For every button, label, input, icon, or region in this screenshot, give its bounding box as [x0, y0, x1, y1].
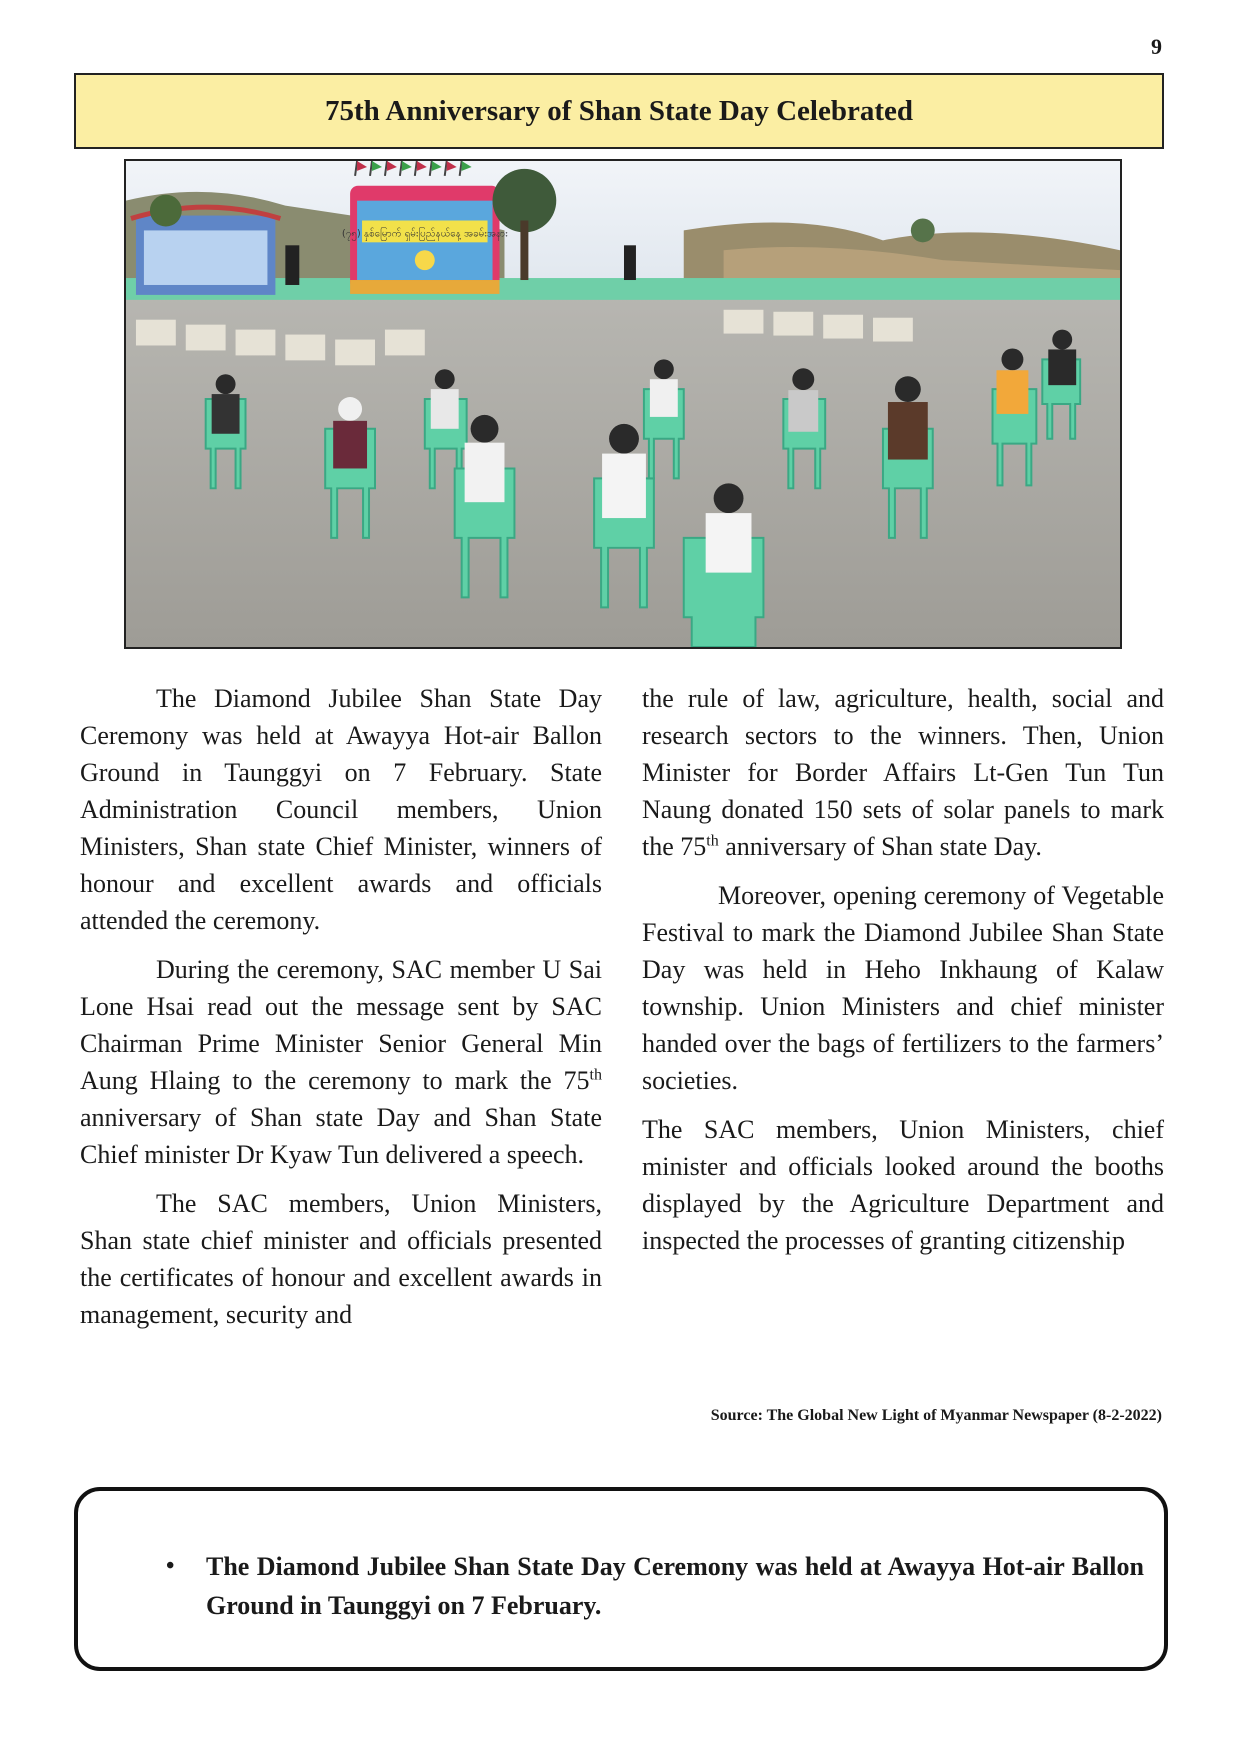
paragraph: the rule of law, agriculture, health, social and research sectors to the winners. Then, Union Minister for Border Affairs Lt-Gen Tun Tun Naung donated 150 sets of solar panels to mark the 75th anniversary of Shan state Day.: [642, 684, 1164, 861]
article-title: 75th Anniversary of Shan State Day Celebrated: [324, 94, 914, 127]
summary-item: [166, 1547, 1144, 1625]
paragraph: During the ceremony, SAC member U Sai Lone Hsai read out the message sent by SAC Chairman Prime Minister Senior General Min Aung Hlaing to the ceremony to mark the 75th anniversary of Shan state Day and Shan State Chief minister Dr Kyaw Tun delivered a speech.: [80, 955, 602, 1169]
paragraph: Moreover, opening ceremony of Vegetable Festival to mark the Diamond Jubilee Shan State Day was held in Heho Inkhaung of Kalaw township. Union Ministers and chief minister handed over the bags of fertilizers to the farmers’ societies.: [642, 881, 1164, 1095]
left-column: [80, 680, 602, 1345]
ceremony-photo: [124, 159, 1122, 649]
paragraph: The Diamond Jubilee Shan State Day Ceremony was held at Awayya Hot-air Ballon Ground in Taunggyi on 7 February. State Administration Council members, Union Ministers, Shan state Chief Minister, winners of honour and excellent awards and officials attended the ceremony.: [80, 684, 602, 935]
summary-list: [126, 1547, 1144, 1625]
page-number: 9: [1151, 34, 1162, 59]
ceremony-photo-illustration: [126, 161, 1120, 647]
source-citation: Source: The Global New Light of Myanmar Newspaper (8-2-2022): [710, 1407, 1162, 1424]
summary-text: The Diamond Jubilee Shan State Day Ceremony was held at Awayya Hot-air Ballon Ground in Taunggyi on 7 February.: [206, 1552, 1144, 1620]
summary-box: [74, 1487, 1168, 1671]
paragraph: The SAC members, Union Ministers, Shan state chief minister and officials presented the certificates of honour and excellent awards in management, security and: [80, 1189, 602, 1329]
bullet-icon: •: [166, 1553, 175, 1579]
paragraph: The SAC members, Union Ministers, chief minister and officials looked around the booths displayed by the Agriculture Department and inspected the processes of granting citizenship: [642, 1115, 1164, 1255]
right-column: [642, 680, 1164, 1271]
stage-banner-text: (၇၅) နှစ်မြောက် ရှမ်းပြည်နယ်နေ့ အခမ်းအနား: [341, 228, 508, 240]
title-banner: [74, 73, 1164, 149]
